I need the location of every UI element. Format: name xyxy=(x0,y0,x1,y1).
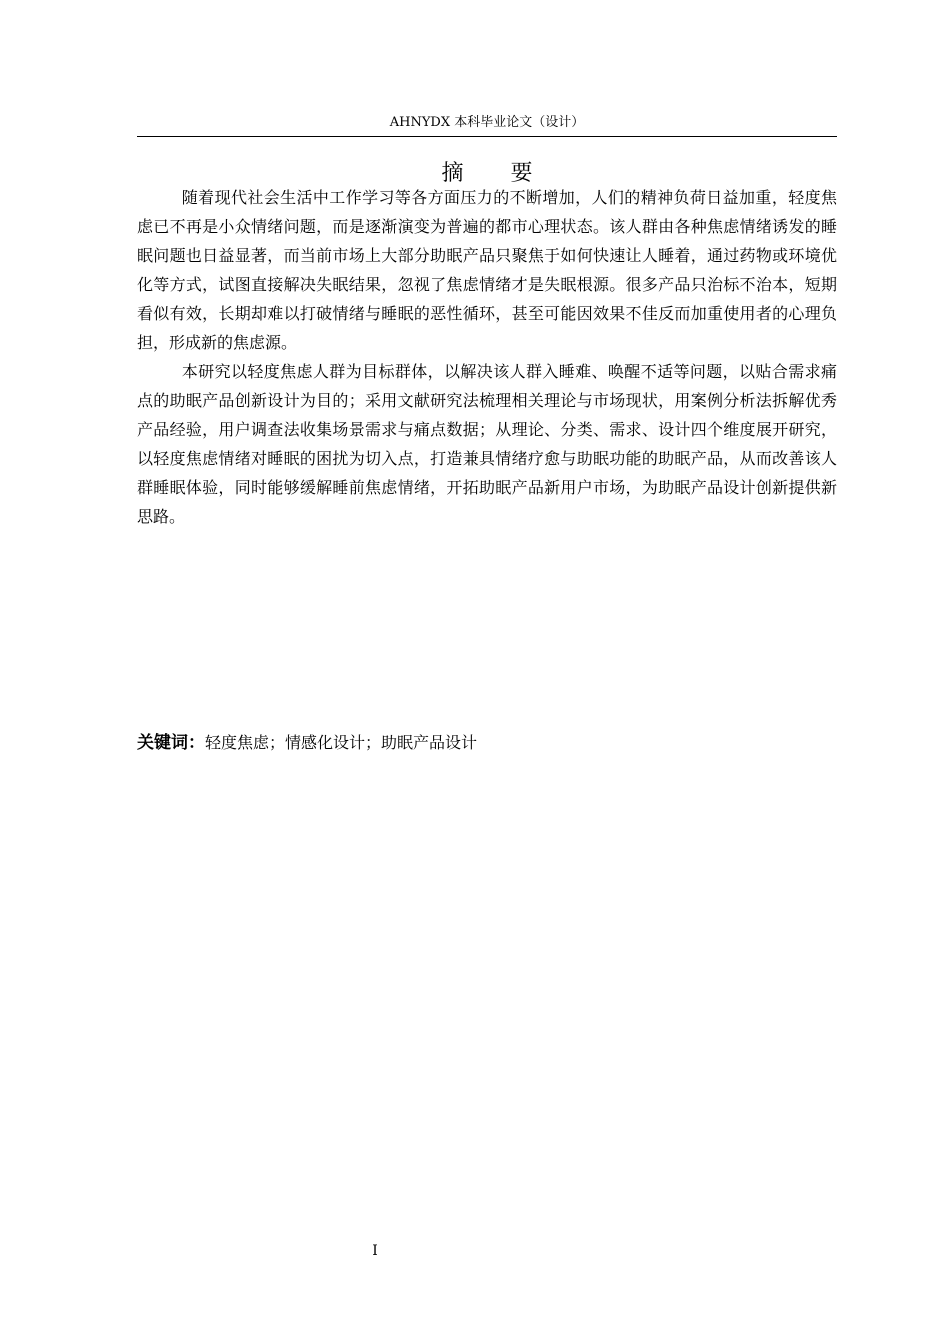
page-number: I xyxy=(372,1243,378,1259)
abstract-paragraph-1: 随着现代社会生活中工作学习等各方面压力的不断增加，人们的精神负荷日益加重，轻度焦虑已不再是小众情绪问题，而是逐渐演变为普遍的都市心理状态。该人群由各种焦虑情绪诱发的睡眠问题也日益显著，而当前市场上大部分助眠产品只聚焦于如何快速让人睡着，通过药物或环境优化等方式，试图直接解决失眠结果，忽视了焦虑情绪才是失眠根源。很多产品只治标不治本，短期看似有效，长期却难以打破情绪与睡眠的恶性循环，甚至可能因效果不佳反而加重使用者的心理负担，形成新的焦虑源。 xyxy=(137,188,837,352)
abstract-body xyxy=(137,183,837,531)
keywords-line xyxy=(137,728,837,758)
header-rule xyxy=(137,136,837,137)
page-header: AHNYDX 本科毕业论文（设计） xyxy=(389,115,585,130)
abstract-title: 摘 要 xyxy=(441,161,553,186)
keywords-label: 关键词： xyxy=(137,733,205,753)
keywords-value: 轻度焦虑；情感化设计；助眠产品设计 xyxy=(205,733,478,752)
abstract-paragraph-2: 本研究以轻度焦虑人群为目标群体，以解决该人群入睡难、唤醒不适等问题，以贴合需求痛点的助眠产品创新设计为目的；采用文献研究法梳理相关理论与市场现状，用案例分析法拆解优秀产品经验，用户调查法收集场景需求与痛点数据；从理论、分类、需求、设计四个维度展开研究，以轻度焦虑情绪对睡眠的困扰为切入点，打造兼具情绪疗愈与助眠功能的助眠产品，从而改善该人群睡眠体验，同时能够缓解睡前焦虑情绪，开拓助眠产品新用户市场，为助眠产品设计创新提供新思路。 xyxy=(137,362,837,526)
